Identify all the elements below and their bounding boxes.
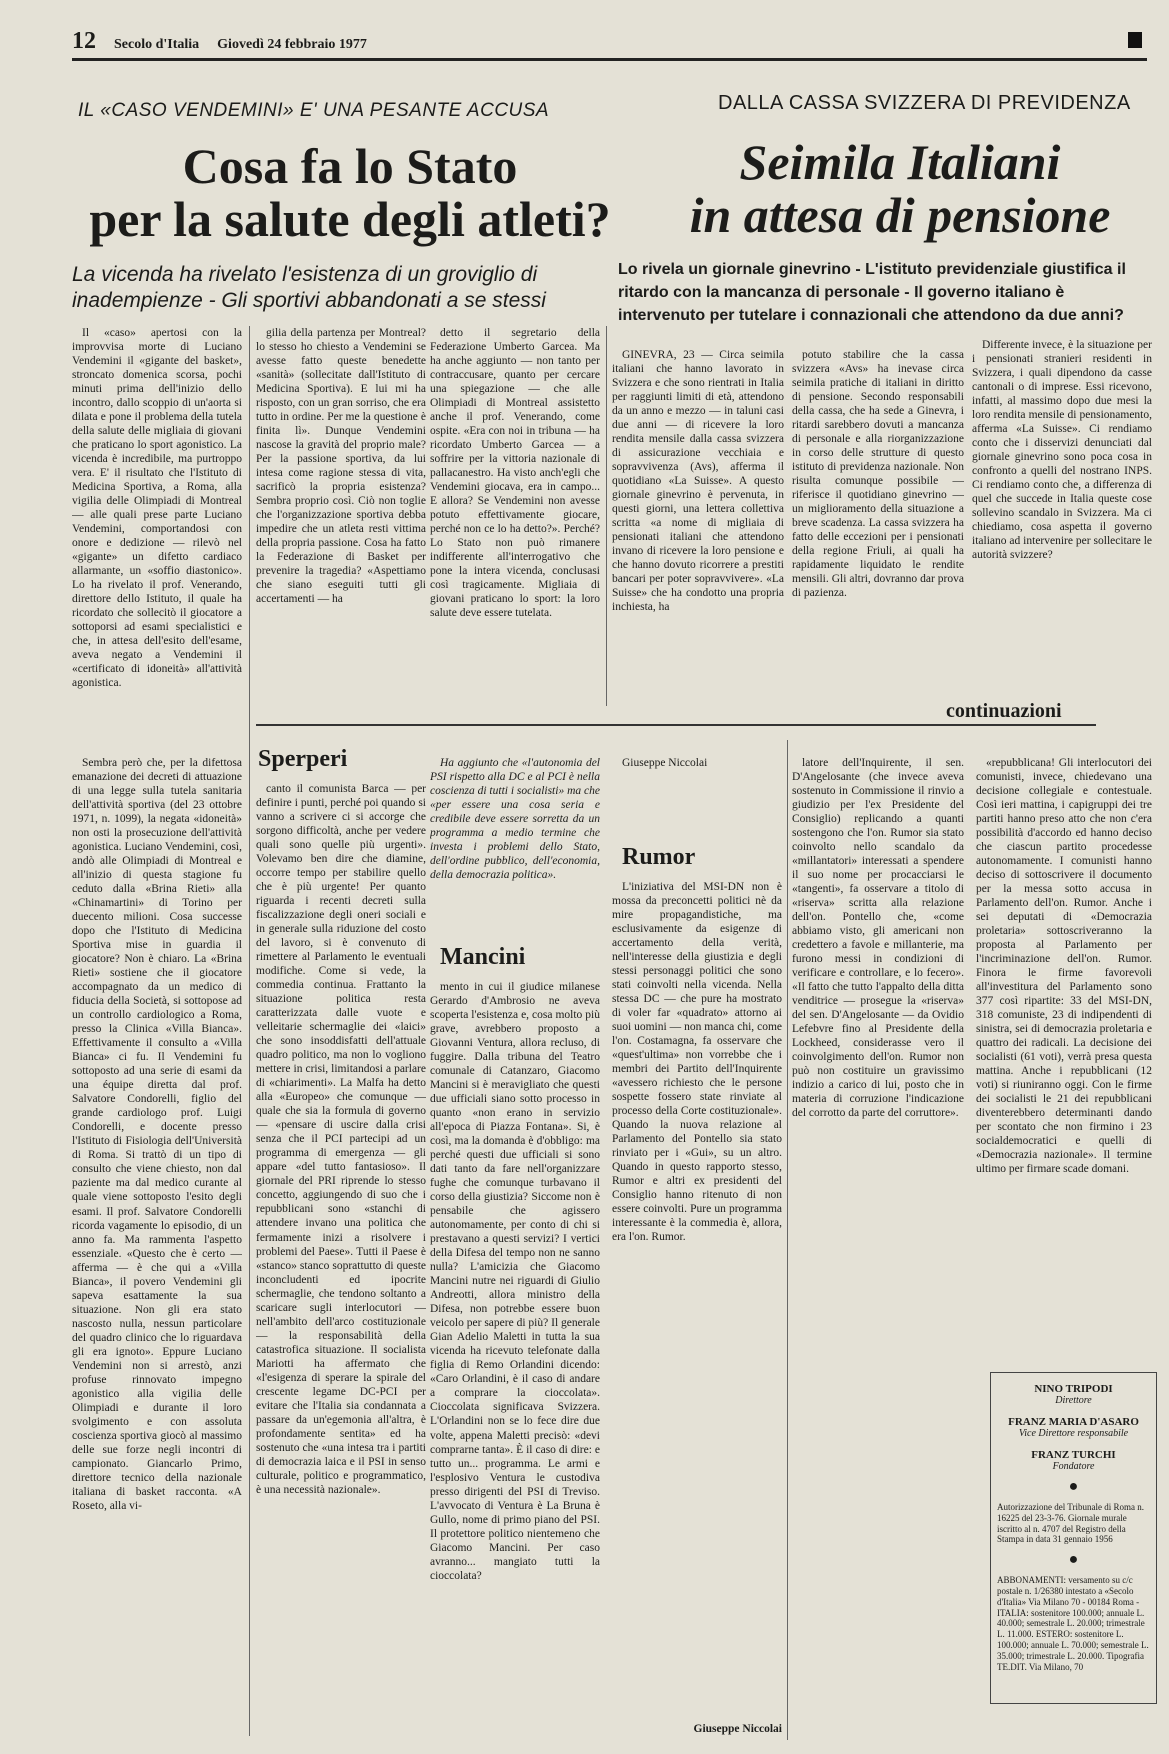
middle-top-text: Ha aggiunto che «l'autonomia del PSI rispetto alla DC e al PCI è nella coscienza di tutti i socialisti» ma che «per essere una cosa seria e credibile deve essere sorretta da un programma a medio termine che investa i problemi dello Stato, dell'ordine pubblico, dell'economia, della democrazia politica». xyxy=(430,757,600,882)
director-role: Direttore xyxy=(1055,1395,1092,1406)
right-headline-line-1: Seimila Italiani xyxy=(739,134,1061,190)
middle-top-col xyxy=(430,756,600,906)
staff-box xyxy=(990,1372,1157,1704)
left-article-col-2-text: gilia della partenza per Montreal? lo stesso ho chiesto a Vendemini se avesse fatto queste benedette «sanità» (sollecitate dall'Istituto di Medicina Sportiva). E lui mi ha risposto, con un gran sorriso, che era tutto in ordine. Per me la questione è finita lì». Dunque Vendemini nascose la gravità del proprio male? Per la passione sportiva, da lui intesa come ragione stessa di vita, sacrificò la propria esistenza? Sembra proprio così. Ciò non toglie che l'organizzazione sportiva debba impedire che un atleta resti vittima della propria passione. Cosa ha fatto la Federazione di Basket per prevenire la tragedia? «Aspettiamo che siano eseguiti tutti gli accertamenti — ha xyxy=(256,327,426,606)
right-article-col-1-text: GINEVRA, 23 — Circa seimila italiani che hanno lavorato in Svizzera e che sono rientrati in Italia per raggiunti limiti di età, attendono da un anno e mezzo — in taluni casi due anni — di ricevere la loro rendita mensile dalla cassa svizzera di assicurazione vecchiaia e sopravvivenza (Avs), afferma il quotidiano «La Suisse». A questo giornale ginevrino è pervenuta, in questi giorni, una lettera collettiva scritta «a nome di migliaia di pensionati italiani che attendono invano di ricevere la loro pensione e che hanno dovuto ricorrere a prestiti bancari per poter sopravvivere». «La Suisse» che ha condotto una propria inchiesta, ha xyxy=(612,349,784,614)
column-rule xyxy=(249,326,250,1736)
left-headline-line-1: Cosa fa lo Stato xyxy=(182,138,518,194)
left-headline-line-2: per la salute degli atleti? xyxy=(89,190,611,247)
left-continuation-col xyxy=(72,756,242,1741)
right-article-col-3-text: Differente invece, è la situazione per i pensionati stranieri residenti in Svizzera, i quali dipendono da casse cantonali o di imprese. Essi ricevono, infatti, al massimo dopo due mesi la loro rendita mensile di pensionamento, afferma «La Suisse». Ci rendiamo conto che i disservizi denunciati dal giornale ginevrino sono poca cosa in confronto a quelli del nostrano INPS. Ci rendiamo conto che, a differenza di quel che succede in Italia queste cose sollevino scandalo in Svizzera. Ma ci chiediamo, cosa aspetta il governo italiano ad intervenire per sollecitare le autorità svizzere? xyxy=(972,339,1152,562)
rumor-preamble-signature: Giuseppe Niccolai xyxy=(622,757,708,769)
left-article-col-2 xyxy=(256,326,426,686)
column-rule xyxy=(787,740,788,1740)
vice-director-role: Vice Direttore responsabile xyxy=(1018,1428,1129,1439)
right-article-headline xyxy=(640,136,1160,241)
left-article-deck: La vicenda ha rivelato l'esistenza di un groviglio di inadempienze - Gli sportivi abbandonati a se stessi xyxy=(72,263,546,313)
director-name: NINO TRIPODI xyxy=(1034,1383,1113,1395)
right-article-col-2-text: potuto stabilire che la cassa svizzera «Avs» ha inevase circa seimila pratiche di italiani in diritto di pensione. Secondo responsabili della cassa, che ha sede a Ginevra, i ritardi sarebbero dovuti a mancanza di personale e alla riorganizzazione in corso delle strutture di questo istituto di previdenza nazionale. Non risulta comunque possibile — riferisce il quotidiano ginevrino — un miglioramento della situazione a breve scadenza. La cassa svizzera ha fatto delle eccezioni per i pensionati della regione Friuli, ai quali ha rapidamente liquidato le rendite mensili. Gli altri, dovranno dar prova di pazienza. xyxy=(792,349,964,600)
subscriptions-text: ABBONAMENTI: versamento su c/c postale n. 1/26380 intestato a «Secolo d'Italia» Via Milano 70 - 00184 Roma - ITALIA: sostenitore 100.000; annuale L. 40.000; semestrale L. 20.000; trimestrale L. 11.000. ESTERO: sostenitore L. 100.000; annuale L. 70.000; semestrale L. 35.000; trimestrale L. 20.000. Tipografia TE.DIT. Via Milano, 70 xyxy=(997,1575,1149,1672)
rumor-continuation-text: latore dell'Inquirente, il sen. D'Angelosante (che invece aveva sostenuto in Commissione il rinvio a giudizio per l'ex Presidente del Consiglio) replicando a quanti sostengono che l'on. Rumor sia stato coinvolto nello scandalo da «millantatori» interessati a spendere il suo nome per procacciarsi le «tangenti», fa osservare a titolo di «riserva» scritta alla relazione dell'on. Pontello che, «come abbiamo visto, gli americani non credettero a favole e millanterie, ma furono messi in condizioni di verificare e controllare, e lo fecero». «Il fatto che tutto l'appalto della ditta venditrice — prosegue la «riserva» del sen. D'Angelosante — da Ovidio Lefebvre fino al Presidente della Lockheed, considerasse vero il coinvolgimento dell'on. Rumor non può non costituire un gravissimo indizio a carico di lui, posto che in materia di corruzione l'indicazione del corrotto da parte del corruttore». xyxy=(792,757,964,1120)
right-article-deck: Lo rivela un giornale ginevrino - L'istituto previdenziale giustifica il ritardo con la mancanza di personale - Il governo italiano è intervenuto per tutelare i connazionali che attendono da due anni? xyxy=(618,261,1126,325)
vice-director-name: FRANZ MARIA D'ASARO xyxy=(1008,1416,1139,1428)
left-article-kicker: IL «CASO VENDEMINI» E' UNA PESANTE ACCUSA xyxy=(78,100,550,121)
corner-mark-icon xyxy=(1128,32,1142,48)
continuations-rule xyxy=(256,724,1096,726)
right-article-col-2 xyxy=(792,348,964,678)
rumor-title: Rumor xyxy=(622,844,696,870)
issue-date: Giovedì 24 febbraio 1977 xyxy=(217,37,367,52)
left-article-col-3-text: detto il segretario della Federazione Umberto Garcea. Ma ha anche aggiunto — non tanto per contraccusare, quanto per cercare una spiegazione — che alle Olimpiadi di Montreal assistetto anche il prof. Venerando, come ospite. «Era con noi in tribuna — ha ricordato Umberto Garcea — a soffrire per la vittoria nazionale di pallacanestro. Ha visto anch'egli che Vendemini giocava, era in campo... E allora? Se Vendemini non avesse potuto effettivamente giocare, perché non ce lo ha detto?». Perché? Lo Stato non può rimanere indifferente all'interrogativo che pone la intera vicenda, conclusasi così tragicamente. Migliaia di giovani praticano lo sport: la loro salute deve essere tutelata. xyxy=(430,327,600,620)
sperperi-text: canto il comunista Barca — per definire i punti, perché poi quando si vanno a scrivere ci si accorge che sorgono difficoltà, anche per vedere quali sono quelle più urgenti». Volevamo ben dire che diamine, occorre tempo per stabilire quello che è più urgente! Per quanto riguarda i recenti decreti sulla fiscalizzazione degli oneri sociali e in generale sulla riduzione del costo del lavoro, si è convenuto di rimettere al Parlamento le eventuali modifiche. Come si vede, la commedia continua. Frattanto la situazione politica resta caratterizzata dalle vuote e velleitarie schermaglie dei «laici» che sono insoddisfatti dell'attuale quadro politico, ma non lo vogliono mettere in crisi, limitandosi a parlare di «chiarimenti». La Malfa ha detto alla «Europeo» che comunque — quale che sia la formula di governo — «pensare di uscire dalla crisi senza che il PCI partecipi ad un programma di emergenza — gli appare «del tutto fantasioso». Il giornale del PRI riprende lo stesso concetto, aggiungendo di suo che i repubblicani sono «stanchi di attendere invano una politica che fermamente inizi a risolvere i problemi del Paese». Tutti il Paese è «stanco» stanco soprattutto di queste inconcludenti ed ipocrite schermaglie, che tendono soltanto a scaricare sugli interlocutori — nell'ambito dell'arco costituzionale — la responsabilità della catastrofica situazione. Il socialista Mariotti ha affermato che «l'esigenza di sperare la spirale del crescente legame DC-PCI per evitare che l'Italia sia condannata a passare da un'egemonia all'altra, è profondamente sentita» ed ha sostenuto che «una intesa tra i partiti di democrazia laica e il PSI in senso culturale, politico e programmatico, è una necessità nazionale». xyxy=(256,783,426,1496)
far-right-col xyxy=(976,756,1152,1356)
right-article-col-3 xyxy=(972,338,1152,678)
mancini-title: Mancini xyxy=(440,944,526,970)
founder-name: FRANZ TURCHI xyxy=(1031,1449,1116,1461)
rumor-preamble-col xyxy=(612,756,782,836)
rumor-text: L'iniziativa del MSI-DN non è mossa da preconcetti politici nè da mire propagandistiche, ma esclusivamente da esigenze di accertamento della verità, nell'interesse della giustizia e degli stessi personaggi politici che sono stati coinvolti nella vicenda. Nella stessa DC — che pure ha mostrato di voler far «quadrato» attorno ai suoi uomini — non manca chi, come l'on. Costamagna, fa osservare che «quest'ultima» non vorrebbe che i membri dei Partito dell'Inquirente «avessero richiesto che le persone sospette fossero state rinviate al processo della Corte costituzionale». Quando la nuova relazione al Parlamento del Pontello sia stato rinviato per i «Gui», su un altro. Quando in questo rapporto stesso, Rumor e altri ex presidenti del Consiglio hanno ritenuto di non essere coinvolti. Pure un programma interessante è la commedia è, allora, era l'on. Rumor. xyxy=(612,881,782,1244)
sperperi-col xyxy=(256,782,426,1732)
left-article-col-1 xyxy=(72,326,242,746)
mancini-signature xyxy=(612,1722,782,1738)
bullet-icon: ● xyxy=(1068,1478,1079,1495)
masthead-rule xyxy=(72,58,1147,61)
right-article-col-1 xyxy=(612,348,784,678)
mancini-signature-text: Giuseppe Niccolai xyxy=(693,1723,782,1735)
sperperi-title: Sperperi xyxy=(258,746,348,772)
mancini-text: mento in cui il giudice milanese Gerardo d'Ambrosio ne aveva scoperta l'esistenza e, cosa molto più grave, avrebbero proposto a Giovanni Ventura, allora recluso, di fuggire. Dalla tribuna del Teatro comunale di Catanzaro, Giacomo Mancini si è meravigliato che questi due ufficiali siano sotto processo in quanto «non erano in servizio all'epoca di Piazza Fontana». Si, è così, ma la domanda è d'obbligo: ma perché questi due ufficiali si sono dati tanto da fare nell'organizzare fughe che comunque turbavano il corso della giustizia? Siccome non è pensabile che agissero autonomamente, per conto di chi si prestavano a questi servizi? I vertici della Difesa del tempo non ne sanno nulla? L'amicizia che Giacomo Mancini nutre nei riguardi di Giulio Andreotti, allora ministro della Difesa, non potrebbe essere buon veicolo per sapere di più? Il generale Gian Adelio Maletti in tutta la sua vicenda ha ricevuto telefonate dalla figlia di Remo Orlandini dicendo: «Caro Orlandini, è il caso di andare a comprare la cioccolata». Cioccolata significava Svizzera. L'Orlandini non se lo fece dire due volte, appena Maletti precisò: «devi comprarne tanta». È il caso di dire: e tutto un... programma. Le armi e l'esplosivo Ventura le custodiva presso dirigenti del PSI di Treviso. L'avvocato di Ventura è La Bruna è Gullo, nome di primo piano del PSI. Il protettore politico nientemeno che Giacomo Mancini. Per caso avranno... mangiato tutti la cioccolata? xyxy=(430,981,600,1582)
far-right-text: «repubblicana! Gli interlocutori dei comunisti, invece, chiedevano una decisione collegiale e contestuale. Così ieri mattina, i capigruppi dei tre partiti hanno preso atto che non c'era possibilità d'accordo ed hanno deciso che ciascun partito procedesse autonomamente. I comunisti hanno deciso di sottoscrivere il documento per la messa sotto accusa in Parlamento dell'on. Rumor. Anche i sei deputati di «Democrazia proletaria» sottoscriveranno la proposta al Parlamento per l'incriminazione dell'on. Rumor. Finora le firme favorevoli all'investitura del Parlamento sono 377 così ripartite: 33 del MSI-DN, 318 comuniste, 23 di indipendenti di sinistra, sei di democrazia proletaria e quattro dei radicali. La decisione dei socialisti (61 voti), verrà presa questa mattina. Anche i repubblicani (12 voti) si riuniranno oggi. Con le firme dei socialisti le 21 dei repubblicani diventerebbero determinanti dando per scontato che non firmino i 23 socialdemocratici e quelli di «Democrazia nazionale». Il termine ultimo per firmare scade domani. xyxy=(976,757,1152,1176)
bullet-icon: ● xyxy=(1068,1551,1079,1569)
column-rule xyxy=(606,326,607,706)
page-number: 12 xyxy=(72,28,96,54)
left-continuation-text: Sembra però che, per la difettosa emanazione dei decreti di attuazione di una legge sulla tutela sanitaria dell'attività sportiva (del 23 ottobre 1971, n. 1099), la negata «idoneità» non osti la prosecuzione dell'attività agonistica. Luciano Vendemini, così, andò alle Olimpiadi di Montreal e all'inizio di questa stagione fu ceduto dalla «Brina Rieti» alla «Chinamartini» di Torino per duecento milioni. Cosa successe dopo che l'Istituto di Medicina Sportiva mise in guardia il giocatore? Non è chiaro. La «Brina Rieti» sostiene che il giocatore accompagnato da un medico di fiducia della Società, si sottopose ad un controllo cardiologico a Roma, presso la Clinica «Villa Bianca». Effettivamente il consulto a «Villa Bianca» ci fu. Il Vendemini fu sottoposto ad una serie di esami da una équipe diretta dal prof. Salvatore Condorelli, figlio del grande cardiologo prof. Luigi Condorelli, e docente presso l'Istituto di Fisiologia dell'Università di Roma. Si trattò di un tipo di consulto che viene chiesto, non dal paziente ma dal medico curante al quale viene sottoposto l'esito degli esami. Il prof. Salvatore Condorelli ricorda vagamente lo episodio, di un anno fa. Ma rammenta l'aspetto essenziale. «Questo che è certo — afferma — è che qui a «Villa Bianca», il povero Vendemini gli sapeva esattamente la sua situazione. Non gli era stato nascosto nulla, nessun particolare del quadro clinico che lo riguardava gli era ignoto». Eppure Luciano Vendemini non si arrestò, anzi profuse rinnovato impegno agonistico alla vigilia delle Olimpiadi e durante il loro svolgimento e con assoluta coscienza sportiva giocò al massimo delle sue forze negli incontri di campionato. Giancarlo Primo, direttore tecnico della nazionale italiana di basket racconta. «A Roseto, alla vi- xyxy=(72,757,242,1512)
left-article-headline xyxy=(70,140,630,245)
continuations-title: continuazioni xyxy=(946,700,1062,722)
left-article-col-1-text: Il «caso» apertosi con la improvvisa morte di Luciano Vendemini il «gigante del basket», stroncato domenica scorsa, pochi minuti prima dell'inizio dello incontro, dallo scoppio di un'aorta si dilata e pone il problema della tutela della salute delle migliaia di giovani che praticano lo sport agonistico. La vicenda è incredibile, ma purtroppo vera. E' il risultato che l'Istituto di Medicina Sportiva, a Roma, alla vigilia delle Olimpiadi di Montreal — alle quali prese parte Luciano Vendemini, comportandosi con onore e dedizione — rilevò nel «gigante» un difetto cardiaco allarmante, un «soffio diastonico». Lo ha rivelato il prof. Venerando, direttore dello Istituto, il quale ha ricordato che sollecitò il giocatore a sottoporsi ad esami specialistici e che, in attesa dell'esito dell'esame, aveva negato a Vendemini il «certificato di idoneità» all'attività agonistica. xyxy=(72,327,242,690)
registration-text: Autorizzazione del Tribunale di Roma n. 16225 del 23-3-76. Giornale murale iscritto al n. 4707 del Registro della Stampa in data 31 gennaio 1956 xyxy=(997,1502,1144,1545)
rumor-continuation-col xyxy=(792,756,964,1741)
masthead xyxy=(72,28,1142,56)
mancini-col-a xyxy=(430,980,600,1740)
rumor-col xyxy=(612,880,782,1715)
right-article-kicker: DALLA CASSA SVIZZERA DI PREVIDENZA xyxy=(718,92,1131,114)
right-headline-line-2: in attesa di pensione xyxy=(689,186,1111,243)
founder-role: Fondatore xyxy=(1052,1461,1095,1472)
publication-name: Secolo d'Italia xyxy=(114,37,200,52)
left-article-col-3 xyxy=(430,326,600,686)
